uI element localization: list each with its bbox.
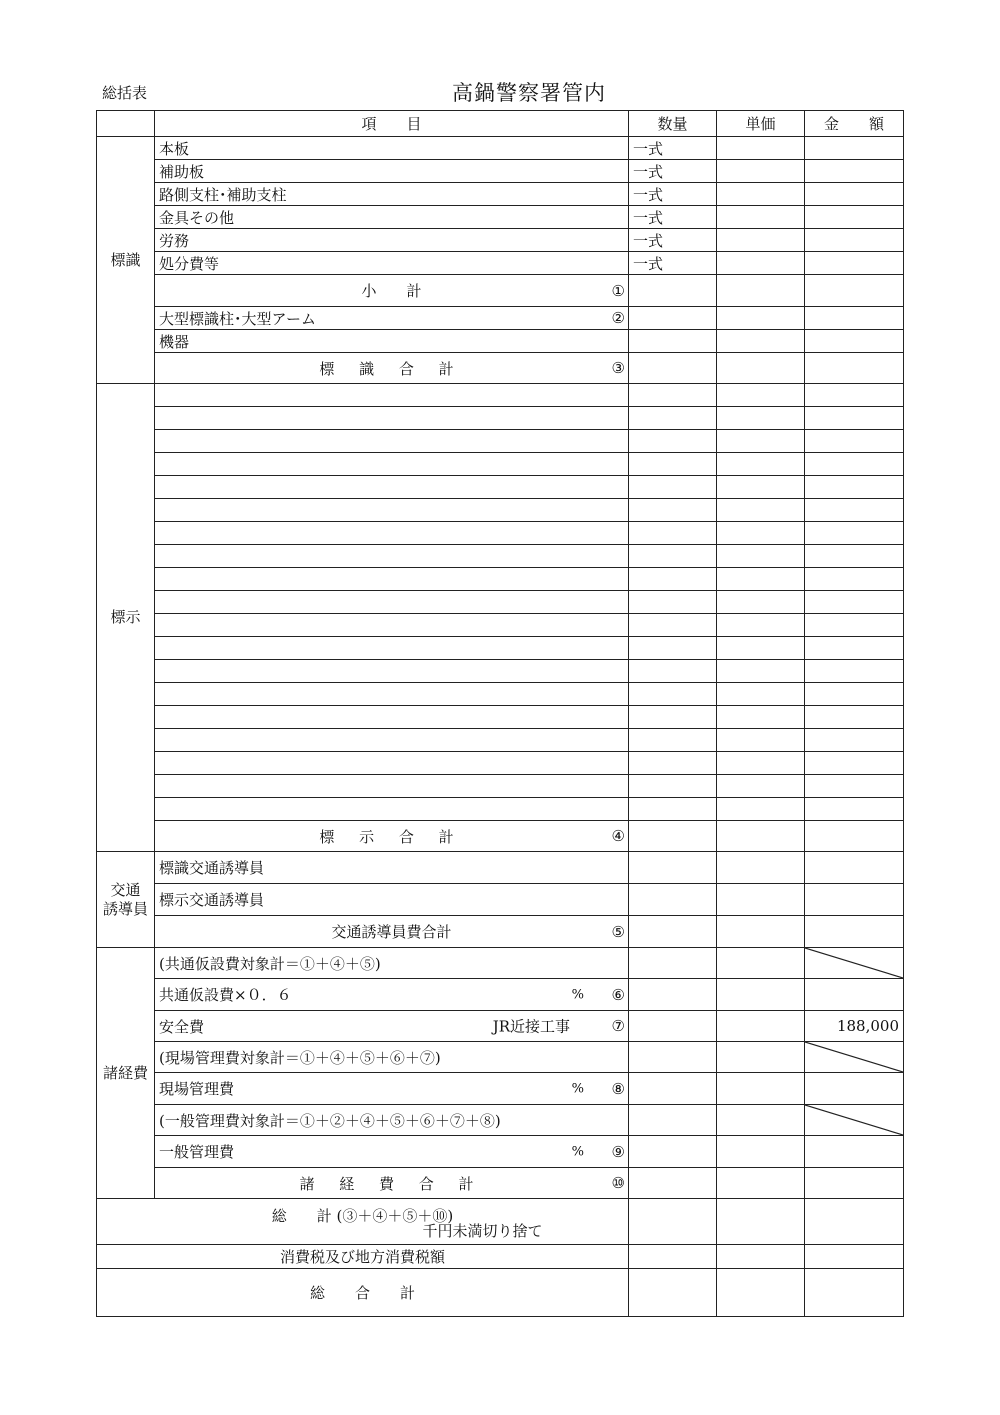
item-qty: 一式 <box>629 229 717 252</box>
diagonal-line <box>805 1105 903 1135</box>
amount-cell <box>805 545 904 568</box>
unit-price-column-header: 単価 <box>717 111 805 137</box>
category-hyoji: 標示 <box>97 384 155 852</box>
header-row <box>97 111 904 137</box>
category-guide-line2: 誘導員 <box>102 899 148 918</box>
total-label: 交通誘導員費合計 <box>331 923 452 941</box>
qty-cell <box>629 522 717 545</box>
item-name: 標示交通誘導員 <box>155 884 629 916</box>
unit-price-cell <box>717 916 805 948</box>
qty-cell <box>629 852 717 884</box>
table-row <box>97 476 904 499</box>
safety-note: JR近接工事 <box>492 1017 570 1036</box>
item-name <box>155 499 629 522</box>
total-number: ③ <box>611 359 625 377</box>
qty-cell <box>629 660 717 683</box>
item-name <box>155 522 629 545</box>
item-name <box>155 660 629 683</box>
diagonal-line <box>805 1042 903 1072</box>
qty-cell <box>629 275 717 307</box>
qty-cell <box>629 916 717 948</box>
amount-cell <box>805 1168 904 1199</box>
amount-cell <box>805 137 904 160</box>
diagonal-line <box>805 948 903 978</box>
item-qty: 一式 <box>629 206 717 229</box>
amount-cell <box>805 1269 904 1317</box>
unit-price-cell <box>717 1199 805 1245</box>
table-row <box>97 453 904 476</box>
item-column-header: 項 目 <box>155 111 629 137</box>
item-name <box>155 637 629 660</box>
unit-price-cell <box>717 252 805 275</box>
qty-cell <box>629 1042 717 1073</box>
common-fee-cell <box>155 979 629 1011</box>
total-label-cell <box>155 353 629 384</box>
item-number: ⑨ <box>611 1142 625 1161</box>
amount-cell <box>805 729 904 752</box>
unit-price-cell <box>717 137 805 160</box>
site-fee-cell <box>155 1073 629 1105</box>
amount-cell <box>805 683 904 706</box>
unit-price-cell <box>717 1245 805 1269</box>
unit-price-cell <box>717 307 805 330</box>
item-name: 標識交通誘導員 <box>155 852 629 884</box>
amount-cell <box>805 229 904 252</box>
total-row <box>97 821 904 852</box>
tax-row <box>97 1245 904 1269</box>
unit-price-cell <box>717 591 805 614</box>
item-number: ⑦ <box>611 1017 625 1035</box>
unit-price-cell <box>717 614 805 637</box>
unit-price-cell <box>717 752 805 775</box>
item-name: 機器 <box>155 330 629 353</box>
item-name <box>155 591 629 614</box>
table-row <box>97 660 904 683</box>
amount-cell-slashed <box>805 948 904 979</box>
percent-sign: % <box>571 1081 584 1096</box>
total-number: ⑩ <box>611 1174 625 1192</box>
table-row <box>97 160 904 183</box>
table-row <box>97 206 904 229</box>
summary-table <box>96 110 904 1317</box>
table-row <box>97 591 904 614</box>
item-name: (共通仮設費対象計＝①＋④＋⑤) <box>155 948 629 979</box>
qty-cell <box>629 683 717 706</box>
table-row <box>97 407 904 430</box>
unit-price-cell <box>717 1269 805 1317</box>
qty-cell <box>629 729 717 752</box>
total-label-cell <box>155 916 629 948</box>
qty-cell <box>629 353 717 384</box>
qty-cell <box>629 407 717 430</box>
grand-total-label: 総 合 計 <box>97 1269 629 1317</box>
table-row <box>97 884 904 916</box>
amount-cell <box>805 353 904 384</box>
table-row <box>97 252 904 275</box>
amount-cell <box>805 407 904 430</box>
total-label: 標 示 合 計 <box>319 827 464 846</box>
qty-cell <box>629 948 717 979</box>
corner-cell <box>97 111 155 137</box>
qty-cell <box>629 330 717 353</box>
qty-cell <box>629 614 717 637</box>
amount-cell <box>805 591 904 614</box>
qty-cell <box>629 453 717 476</box>
amount-cell <box>805 252 904 275</box>
table-row <box>97 1105 904 1136</box>
qty-cell <box>629 821 717 852</box>
item-name: 安全費 <box>159 1017 205 1036</box>
subtotal-label-cell <box>155 275 629 307</box>
unit-price-cell <box>717 821 805 852</box>
unit-price-cell <box>717 522 805 545</box>
amount-cell <box>805 614 904 637</box>
amount-cell <box>805 275 904 307</box>
item-name: 現場管理費 <box>159 1080 235 1098</box>
item-name <box>155 384 629 407</box>
unit-price-cell <box>717 979 805 1011</box>
amount-cell <box>805 568 904 591</box>
subtotal-row <box>97 275 904 307</box>
unit-price-cell <box>717 183 805 206</box>
table-row <box>97 979 904 1011</box>
qty-column-header: 数量 <box>629 111 717 137</box>
qty-cell <box>629 499 717 522</box>
amount-cell <box>805 884 904 916</box>
total-row <box>97 1168 904 1199</box>
unit-price-cell <box>717 1105 805 1136</box>
sum-label-cell <box>97 1199 629 1245</box>
unit-price-cell <box>717 206 805 229</box>
unit-price-cell <box>717 407 805 430</box>
amount-cell <box>805 706 904 729</box>
table-row <box>97 430 904 453</box>
table-row <box>97 948 904 979</box>
grand-total-row <box>97 1269 904 1317</box>
table-row <box>97 307 904 330</box>
item-number: ⑧ <box>611 1079 625 1098</box>
table-row <box>97 137 904 160</box>
unit-price-cell <box>717 453 805 476</box>
qty-cell <box>629 1245 717 1269</box>
table-row <box>97 614 904 637</box>
amount-cell <box>805 160 904 183</box>
unit-price-cell <box>717 852 805 884</box>
item-name <box>155 453 629 476</box>
table-row <box>97 1011 904 1042</box>
percent-sign: % <box>571 987 584 1002</box>
safety-amount: 188,000 <box>805 1011 904 1042</box>
item-name <box>155 430 629 453</box>
unit-price-cell <box>717 1042 805 1073</box>
amount-column-header: 金 額 <box>805 111 904 137</box>
amount-cell <box>805 752 904 775</box>
item-name <box>155 706 629 729</box>
amount-cell <box>805 916 904 948</box>
category-expenses: 諸経費 <box>97 948 155 1199</box>
category-guide <box>97 852 155 948</box>
qty-cell <box>629 775 717 798</box>
unit-price-cell <box>717 476 805 499</box>
table-row <box>97 1042 904 1073</box>
table-row <box>97 330 904 353</box>
item-number: ⑥ <box>611 985 625 1004</box>
item-name <box>155 568 629 591</box>
item-name: 処分費等 <box>155 252 629 275</box>
table-row <box>97 775 904 798</box>
amount-cell <box>805 821 904 852</box>
item-name <box>155 407 629 430</box>
large-pole-cell <box>155 307 629 330</box>
subtotal-label: 小 計 <box>361 282 422 300</box>
table-row <box>97 637 904 660</box>
amount-cell-slashed <box>805 1105 904 1136</box>
unit-price-cell <box>717 637 805 660</box>
item-qty: 一式 <box>629 137 717 160</box>
qty-cell <box>629 476 717 499</box>
unit-price-cell <box>717 330 805 353</box>
amount-cell <box>805 979 904 1011</box>
sum-row <box>97 1199 904 1245</box>
unit-price-cell <box>717 430 805 453</box>
qty-cell <box>629 307 717 330</box>
item-name <box>155 775 629 798</box>
total-label: 標 識 合 計 <box>319 359 464 378</box>
table-row <box>97 1136 904 1168</box>
qty-cell <box>629 384 717 407</box>
sum-label: 総 計 (③＋④＋⑤＋⑩) <box>271 1207 454 1225</box>
item-name <box>155 729 629 752</box>
item-name: (現場管理費対象計＝①＋④＋⑤＋⑥＋⑦) <box>155 1042 629 1073</box>
unit-price-cell <box>717 353 805 384</box>
item-name: 一般管理費 <box>159 1143 235 1161</box>
total-label-cell <box>155 821 629 852</box>
item-name <box>155 476 629 499</box>
qty-cell <box>629 1199 717 1245</box>
qty-cell <box>629 430 717 453</box>
general-fee-cell <box>155 1136 629 1168</box>
unit-price-cell <box>717 706 805 729</box>
tax-label: 消費税及び地方消費税額 <box>97 1245 629 1269</box>
unit-price-cell <box>717 775 805 798</box>
amount-cell <box>805 798 904 821</box>
qty-cell <box>629 798 717 821</box>
document-label: 総括表 <box>102 84 148 102</box>
table-row <box>97 852 904 884</box>
unit-price-cell <box>717 660 805 683</box>
unit-price-cell <box>717 884 805 916</box>
item-name: 路側支柱･補助支柱 <box>155 183 629 206</box>
item-number: ② <box>611 309 625 327</box>
unit-price-cell <box>717 384 805 407</box>
item-qty: 一式 <box>629 252 717 275</box>
amount-cell <box>805 206 904 229</box>
table-row <box>97 706 904 729</box>
qty-cell <box>629 1168 717 1199</box>
amount-cell <box>805 330 904 353</box>
table-row <box>97 683 904 706</box>
amount-cell-slashed <box>805 1042 904 1073</box>
amount-cell <box>805 522 904 545</box>
total-row <box>97 353 904 384</box>
qty-cell <box>629 1269 717 1317</box>
item-name: (一般管理費対象計＝①＋②＋④＋⑤＋⑥＋⑦＋⑧) <box>155 1105 629 1136</box>
item-name <box>155 683 629 706</box>
total-label-cell <box>155 1168 629 1199</box>
category-guide-line1: 交通 <box>110 880 141 899</box>
safety-cell <box>155 1011 629 1042</box>
item-name: 本板 <box>155 137 629 160</box>
amount-cell <box>805 637 904 660</box>
unit-price-cell <box>717 1073 805 1105</box>
unit-price-cell <box>717 729 805 752</box>
qty-cell <box>629 1136 717 1168</box>
qty-cell <box>629 568 717 591</box>
table-row <box>97 522 904 545</box>
amount-cell <box>805 430 904 453</box>
amount-cell <box>805 1245 904 1269</box>
qty-cell <box>629 884 717 916</box>
amount-cell <box>805 1199 904 1245</box>
unit-price-cell <box>717 798 805 821</box>
table-row <box>97 729 904 752</box>
qty-cell <box>629 706 717 729</box>
total-number: ④ <box>611 827 625 845</box>
unit-price-cell <box>717 683 805 706</box>
unit-price-cell <box>717 1011 805 1042</box>
percent-sign: % <box>571 1144 584 1159</box>
amount-cell <box>805 499 904 522</box>
unit-price-cell <box>717 229 805 252</box>
table-row <box>97 499 904 522</box>
amount-cell <box>805 384 904 407</box>
table-row <box>97 798 904 821</box>
sum-note: 千円未満切り捨て <box>422 1222 543 1240</box>
table-row <box>97 568 904 591</box>
unit-price-cell <box>717 948 805 979</box>
qty-cell <box>629 637 717 660</box>
qty-cell <box>629 1011 717 1042</box>
item-name <box>155 752 629 775</box>
table-row <box>97 384 904 407</box>
item-name: 共通仮設費×０．６ <box>159 986 292 1004</box>
total-row <box>97 916 904 948</box>
amount-cell <box>805 307 904 330</box>
category-hyoshiki: 標識 <box>97 137 155 384</box>
amount-cell <box>805 1136 904 1168</box>
amount-cell <box>805 453 904 476</box>
amount-cell <box>805 852 904 884</box>
unit-price-cell <box>717 160 805 183</box>
unit-price-cell <box>717 499 805 522</box>
qty-cell <box>629 591 717 614</box>
item-name <box>155 798 629 821</box>
item-name <box>155 545 629 568</box>
amount-cell <box>805 476 904 499</box>
item-name: 労務 <box>155 229 629 252</box>
item-name <box>155 614 629 637</box>
subtotal-number: ① <box>611 281 625 300</box>
unit-price-cell <box>717 568 805 591</box>
item-name: 大型標識柱･大型アーム <box>159 309 317 328</box>
unit-price-cell <box>717 1168 805 1199</box>
table-row <box>97 752 904 775</box>
item-qty: 一式 <box>629 183 717 206</box>
qty-cell <box>629 545 717 568</box>
unit-price-cell <box>717 545 805 568</box>
document-title: 高鍋警察署管内 <box>452 81 606 105</box>
item-qty: 一式 <box>629 160 717 183</box>
table-row <box>97 183 904 206</box>
total-label: 諸 経 費 合 計 <box>299 1174 484 1193</box>
item-name: 補助板 <box>155 160 629 183</box>
amount-cell <box>805 775 904 798</box>
amount-cell <box>805 1073 904 1105</box>
amount-cell <box>805 660 904 683</box>
qty-cell <box>629 1105 717 1136</box>
unit-price-cell <box>717 1136 805 1168</box>
table-row <box>97 1073 904 1105</box>
qty-cell <box>629 1073 717 1105</box>
total-number: ⑤ <box>611 922 625 941</box>
item-name: 金具その他 <box>155 206 629 229</box>
table-row <box>97 229 904 252</box>
qty-cell <box>629 752 717 775</box>
qty-cell <box>629 979 717 1011</box>
unit-price-cell <box>717 275 805 307</box>
table-row <box>97 545 904 568</box>
amount-cell <box>805 183 904 206</box>
